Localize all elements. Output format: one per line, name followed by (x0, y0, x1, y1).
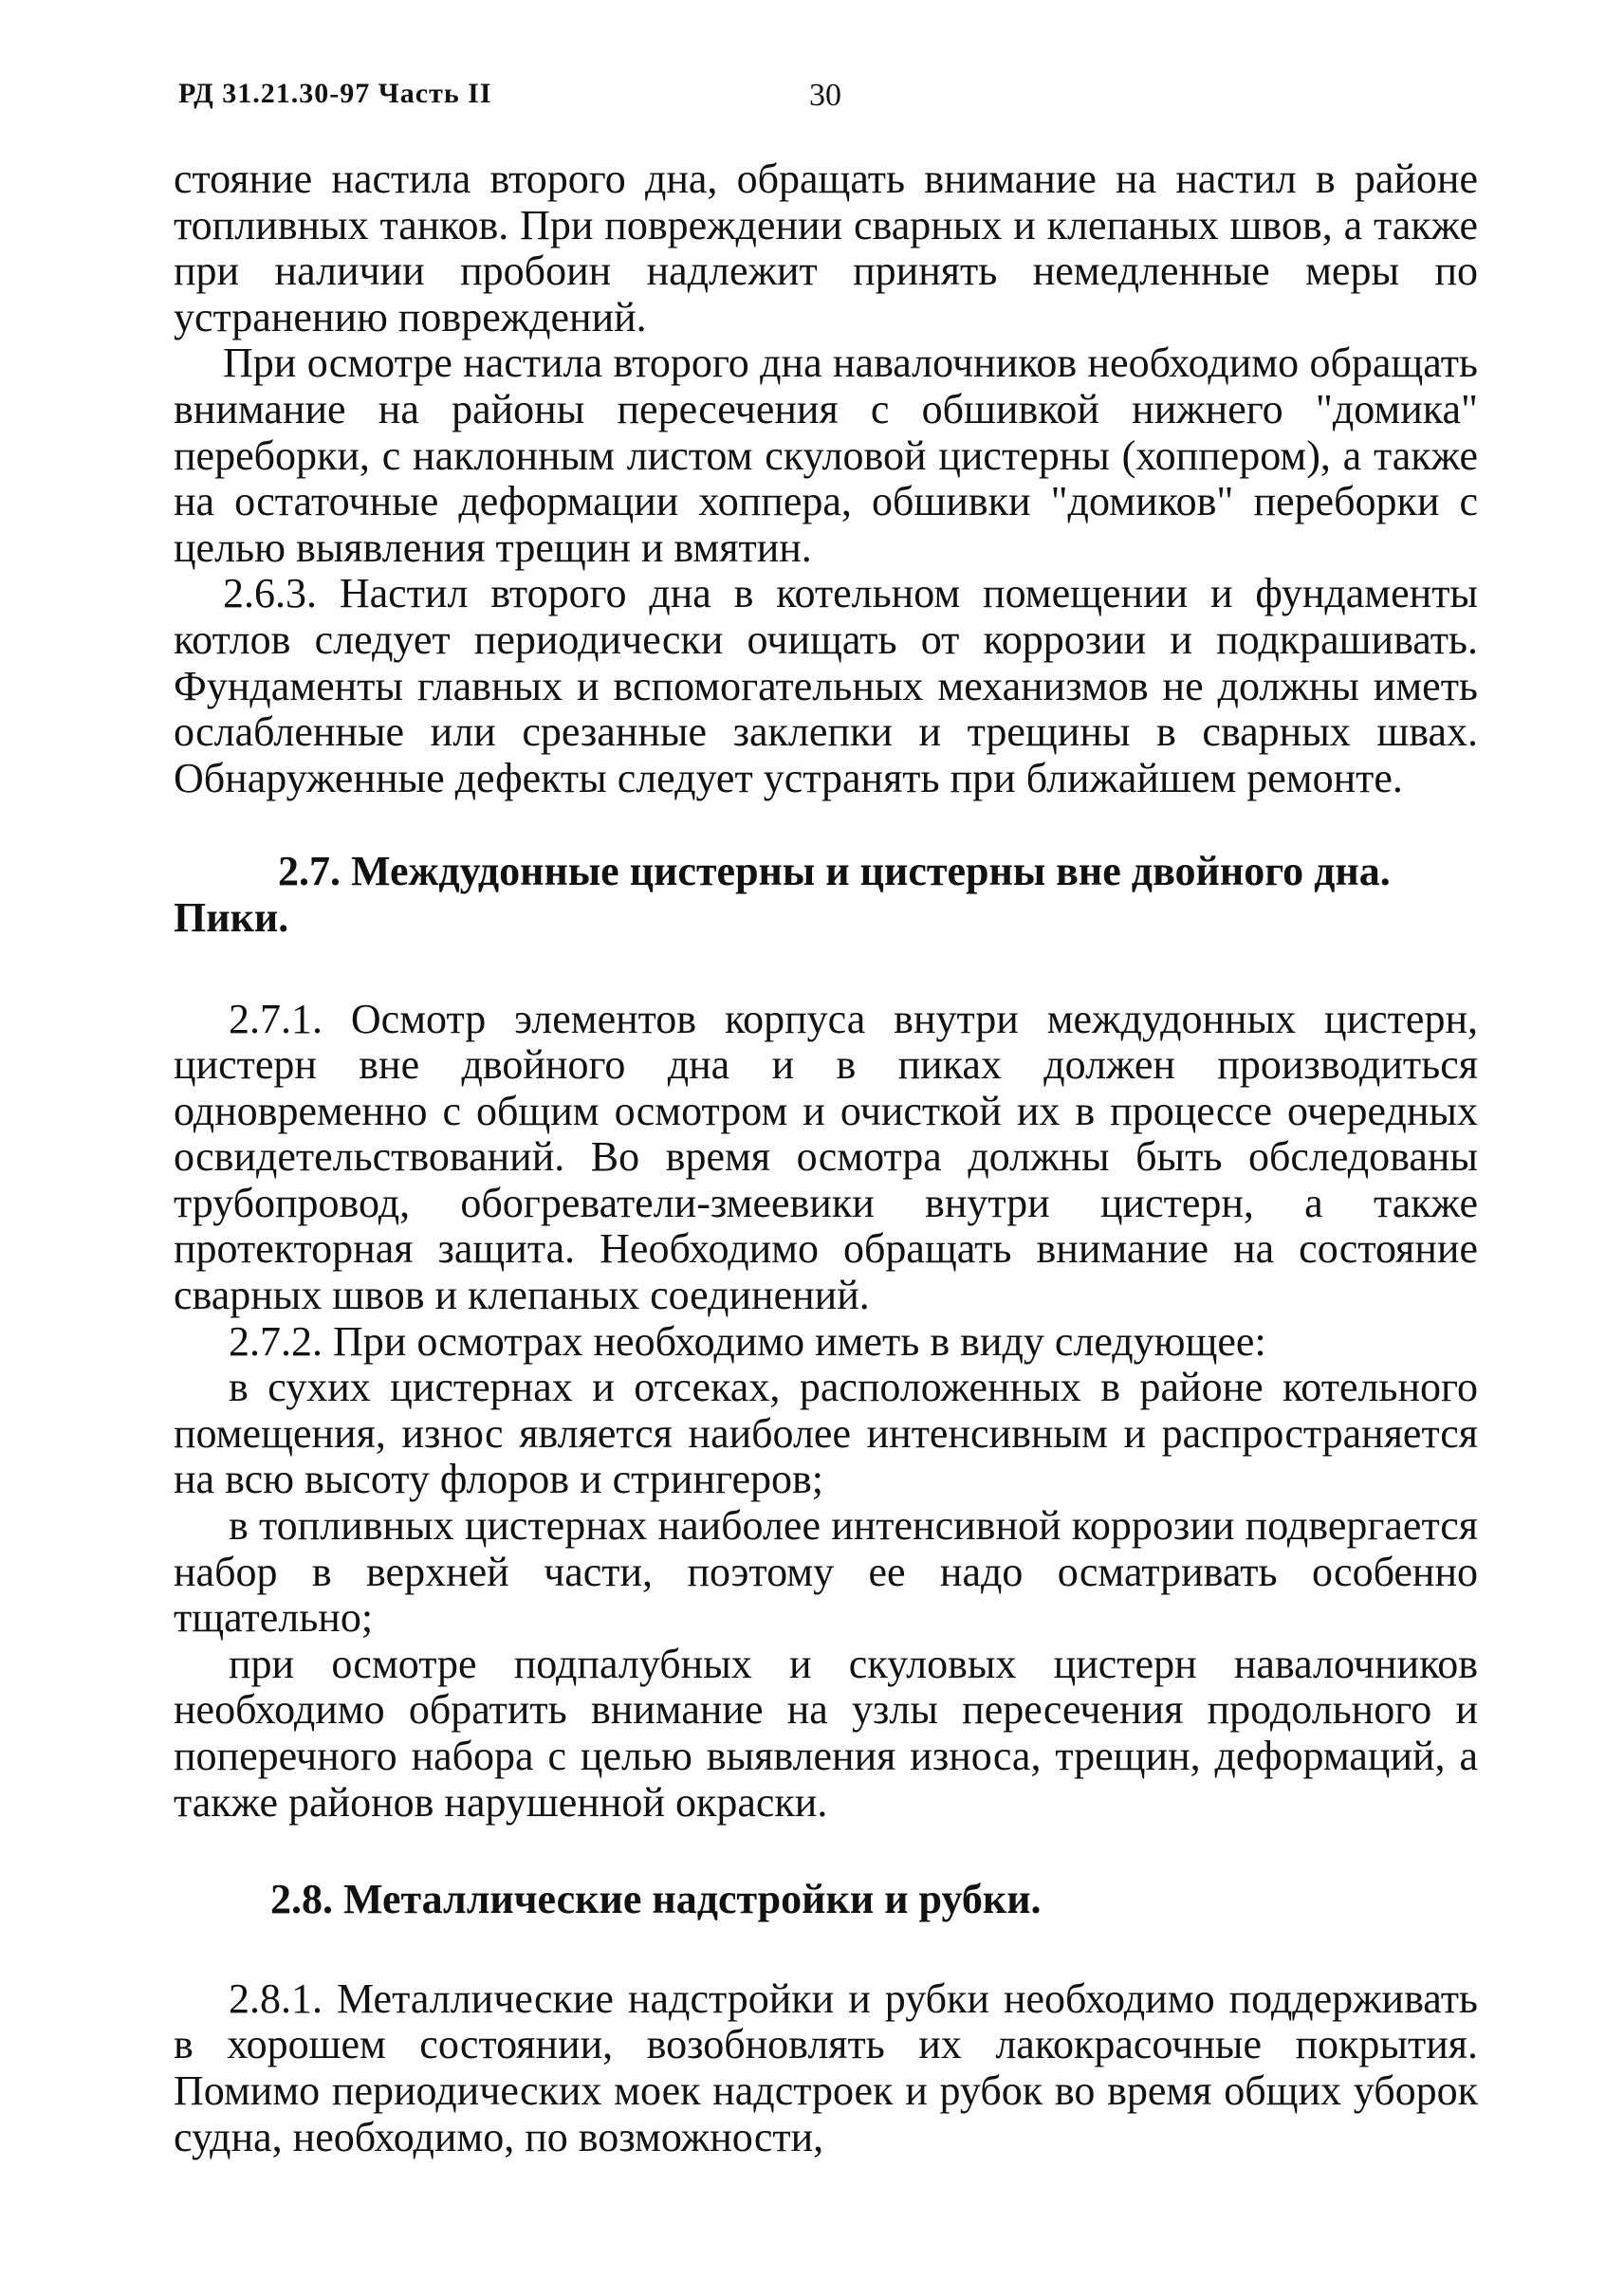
list-item-bulk-carrier-tanks: при осмотре подпалубных и скуловых цистерн навалочников необходимо обратить внимание на узлы пересечения продольного и поперечного набора с целью выявления износа, трещин, деформаций, а также районов нарушенной окраски. (174, 1640, 1478, 1826)
document-page (174, 0, 1478, 2296)
page-number: 30 (809, 78, 841, 113)
section-heading-2-7: 2.7. Междудонные цистерны и цистерны вне двойного дна. Пики. (174, 848, 1391, 941)
paragraph-2-6-3: 2.6.3. Настил второго дна в котельном помещении и фундаменты котлов следует периодически очищать от коррозии и подкрашивать. Фундаменты главных и вспомогательных механизмов не должны иметь ослабленные или срезанные заклепки и трещины в сварных швах. Обнаруженные дефекты следует устранять при ближайшем ремонте. (174, 570, 1478, 801)
list-item-dry-tanks: в сухих цистернах и отсеках, расположенных в районе котельного помещения, износ является наиболее интенсивным и распространяется на всю высоту флоров и стрингеров; (174, 1364, 1478, 1503)
paragraph-2-7-1: 2.7.1. Осмотр элементов корпуса внутри междудонных цистерн, цистерн вне двойного дна и в пиках должен производиться одновременно с общим осмотром и очисткой их в процессе очередных освидетельствований. Во время осмотра должны быть обследованы трубопровод, обогреватели-змеевики внутри цистерн, а также протекторная защита. Необходимо обращать внимание на состояние сварных швов и клепаных соединений. (174, 995, 1478, 1319)
paragraph-2-7-2: 2.7.2. При осмотрах необходимо иметь в виду следующее: (229, 1317, 1266, 1365)
document-body (174, 156, 1478, 2160)
list-item-fuel-tanks: в топливных цистернах наиболее интенсивной коррозии подвергается набор в верхней части, поэтому ее надо осматривать особенно тщательно; (174, 1502, 1478, 1642)
paragraph-continuation: стояние настила второго дна, обращать внимание на настил в районе топливных танков. При повреждении сварных и клепаных швов, а также при наличии пробоин надлежит принять немедленные меры по устранению повреждений. (174, 156, 1478, 340)
document-reference: РД 31.21.30-97 Часть II (178, 78, 492, 109)
paragraph-bulk-carrier-inspection: При осмотре настила второго дна навалочников необходимо обращать внимание на районы пересечения с обшивкой нижнего "домика" переборки, с наклонным листом скуловой цистерны (хоппером), а также на остаточные деформации хоппера, обшивки "домиков" переборки с целью выявления трещин и вмятин. (174, 340, 1478, 571)
section-heading-2-8: 2.8. Металлические надстройки и рубки. (270, 1876, 1042, 1923)
paragraph-2-8-1: 2.8.1. Металлические надстройки и рубки необходимо поддерживать в хорошем состоянии, возобновлять их лакокрасочные покрытия. Помимо периодических моек надстроек и рубок во время общих уборок судна, необходимо, по возможности, (174, 1975, 1478, 2160)
page-header (174, 78, 1478, 116)
